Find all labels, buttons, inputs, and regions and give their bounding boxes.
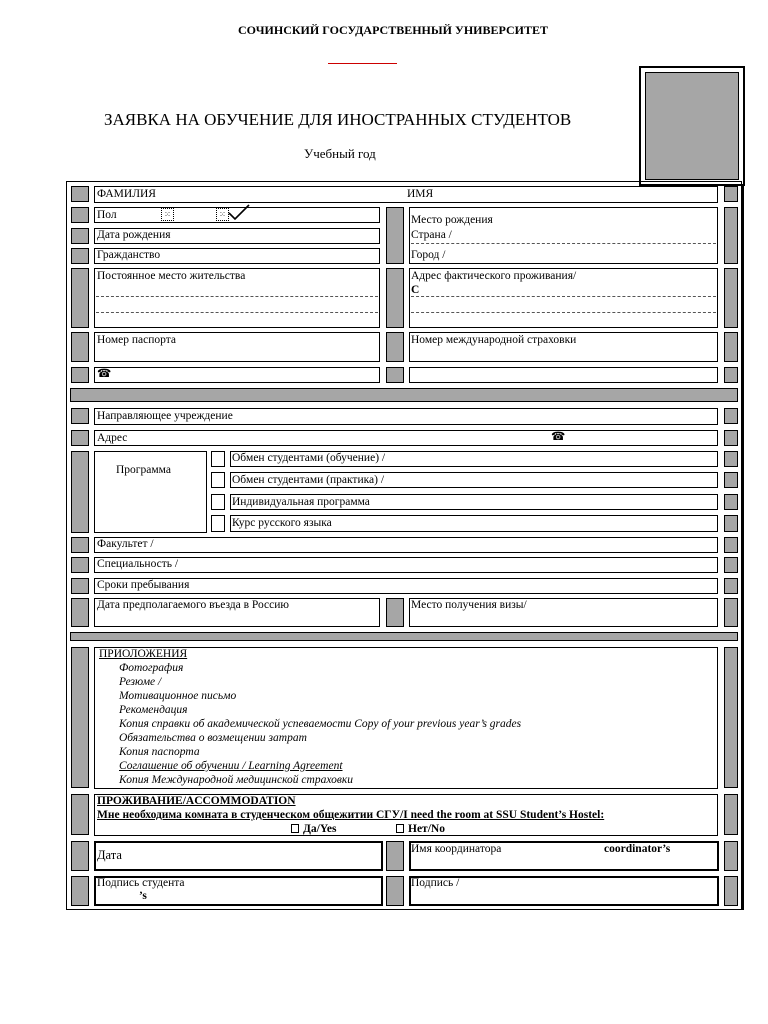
academic-year-label: Учебный год <box>304 146 376 161</box>
attachment-item: Рекомендация <box>119 704 188 716</box>
attachments-title: ПРИОЛОЖЕНИЯ <box>99 648 188 660</box>
program-label: Программа <box>116 464 171 476</box>
gray-cell <box>724 598 738 627</box>
gray-cell <box>724 876 738 906</box>
gray-cell <box>71 248 89 264</box>
gray-cell <box>724 186 738 202</box>
gray-cell <box>386 598 404 627</box>
gray-cell <box>724 430 738 446</box>
program-checkbox[interactable] <box>211 494 225 510</box>
dashed-line <box>96 312 378 313</box>
gray-cell <box>386 332 404 362</box>
program-checkbox[interactable] <box>211 472 225 488</box>
student-signature-en: ’s <box>139 890 147 902</box>
gray-cell <box>386 207 404 264</box>
dashed-line <box>411 312 716 313</box>
stay-period-label: Сроки пребывания <box>97 579 190 591</box>
citizenship-label: Гражданство <box>97 249 161 261</box>
address-label: Адрес <box>97 432 128 444</box>
program-option-label: Курс русского языка <box>232 517 332 529</box>
name-label: ИМЯ <box>407 188 434 200</box>
entry-date-label: Дата предполагаемого въезда в Россию <box>97 599 290 611</box>
attachment-item: Копия Международной медицинской страховки <box>119 774 354 786</box>
gray-cell <box>724 207 738 264</box>
gray-cell <box>724 578 738 594</box>
country-label: Страна / <box>411 229 452 241</box>
gray-cell <box>71 876 89 906</box>
visa-place-label: Место получения визы/ <box>411 599 527 611</box>
attachment-item: Фотография <box>119 662 184 674</box>
attachment-item: Копия паспорта <box>119 746 200 758</box>
program-checkbox[interactable] <box>211 515 225 532</box>
gray-cell <box>724 332 738 362</box>
phone-icon: ☎ <box>551 431 566 443</box>
no-checkbox[interactable] <box>396 824 404 833</box>
attachment-item: Мотивационное письмо <box>119 690 237 702</box>
dashed-line <box>411 296 716 297</box>
attachment-item: Обязательства о возмещении затрат <box>119 732 307 744</box>
gray-cell <box>71 207 89 223</box>
gray-cell <box>386 876 404 906</box>
faculty-label: Факультет / <box>97 538 154 550</box>
form-title: ЗАЯВКА НА ОБУЧЕНИЕ ДЛЯ ИНОСТРАННЫХ СТУДЕНТОВ <box>104 110 572 129</box>
gray-cell <box>71 647 89 788</box>
surname-name-field[interactable] <box>94 186 718 203</box>
gray-cell <box>386 268 404 328</box>
surname-label: ФАМИЛИЯ <box>97 188 156 200</box>
program-checkbox[interactable] <box>211 451 225 467</box>
birth-place-label: Место рождения <box>411 214 493 226</box>
photo-frame[interactable] <box>639 66 745 186</box>
gray-cell <box>71 537 89 553</box>
actual-address-label: Адрес фактического проживания/ <box>411 270 577 282</box>
phone-icon: ☎ <box>97 368 112 380</box>
gray-cell <box>71 794 89 835</box>
gray-cell <box>724 537 738 553</box>
accommodation-question: Мне необходима комната в студенческом общежитии СГУ/I need the room at SSU Student’s Hostel: <box>97 809 605 821</box>
address-field[interactable] <box>94 430 718 446</box>
gray-cell <box>724 647 738 788</box>
date-field[interactable] <box>94 841 383 871</box>
gray-cell <box>71 430 89 446</box>
yes-label: Да/Yes <box>303 823 337 835</box>
gray-cell <box>724 494 738 510</box>
program-option-label: Индивидуальная программа <box>232 496 370 508</box>
dashed-line <box>96 296 378 297</box>
gray-cell <box>386 367 404 383</box>
gray-cell <box>71 367 89 383</box>
no-label: Нет/No <box>408 823 445 835</box>
gray-cell <box>71 408 89 424</box>
gray-cell <box>71 578 89 594</box>
photo-placeholder <box>645 72 739 180</box>
gray-cell <box>724 794 738 835</box>
date-label: Дата <box>97 848 122 862</box>
section-separator <box>70 632 738 641</box>
faculty-field[interactable] <box>94 537 718 553</box>
passport-label: Номер паспорта <box>97 334 176 346</box>
phone-field[interactable] <box>94 367 380 383</box>
section-separator <box>70 388 738 402</box>
attachment-item: Копия справки об академической успеваемости Copy of your previous year’s grades <box>119 718 522 730</box>
program-option-label: Обмен студентами (обучение) / <box>232 452 386 464</box>
gray-cell <box>71 451 89 533</box>
signature-label: Подпись / <box>411 877 460 889</box>
gray-cell <box>386 841 404 871</box>
university-name: СОЧИНСКИЙ ГОСУДАРСТВЕННЫЙ УНИВЕРСИТЕТ <box>238 23 548 37</box>
gray-cell <box>724 557 738 573</box>
birth-date-label: Дата рождения <box>97 229 171 241</box>
red-rule <box>328 63 397 64</box>
attachment-item: Резюме / <box>119 676 162 688</box>
specialty-label: Специальность / <box>97 558 179 570</box>
accommodation-title: ПРОЖИВАНИЕ/ACCOMMODATION <box>97 795 296 807</box>
insurance-label: Номер международной страховки <box>411 334 577 346</box>
gray-cell <box>71 557 89 573</box>
program-option-label: Обмен студентами (практика) / <box>232 474 385 486</box>
gray-cell <box>724 268 738 328</box>
coordinator-label-en: coordinator’s <box>604 843 671 855</box>
city-label: Город / <box>411 249 446 261</box>
gender-checkbox-female[interactable]: ⁙ <box>216 208 229 221</box>
gray-cell <box>724 451 738 467</box>
gray-cell <box>724 841 738 871</box>
specialty-field[interactable] <box>94 557 718 573</box>
gender-label: Пол <box>97 209 117 221</box>
permanent-address-label: Постоянное место жительства <box>97 270 246 282</box>
student-signature-label: Подпись студента <box>97 877 185 889</box>
attachment-item: Соглашение об обучении / Learning Agreement <box>119 760 343 772</box>
gray-cell <box>71 228 89 244</box>
gray-cell <box>71 332 89 362</box>
gray-cell <box>724 367 738 383</box>
yes-checkbox[interactable] <box>291 824 299 833</box>
gray-cell <box>724 472 738 488</box>
checkmark-icon <box>227 203 251 221</box>
actual-address-c: С <box>411 284 420 296</box>
gray-cell <box>71 268 89 328</box>
gray-cell <box>71 841 89 871</box>
gray-cell <box>71 186 89 202</box>
sending-institution-label: Направляющее учреждение <box>97 410 233 422</box>
gray-cell <box>724 515 738 532</box>
dashed-line <box>411 243 716 244</box>
email-field[interactable] <box>409 367 718 383</box>
gray-cell <box>71 598 89 627</box>
gray-cell <box>724 408 738 424</box>
coordinator-label: Имя координатора <box>411 843 502 855</box>
gender-checkbox-male[interactable]: ⁙ <box>161 208 174 221</box>
